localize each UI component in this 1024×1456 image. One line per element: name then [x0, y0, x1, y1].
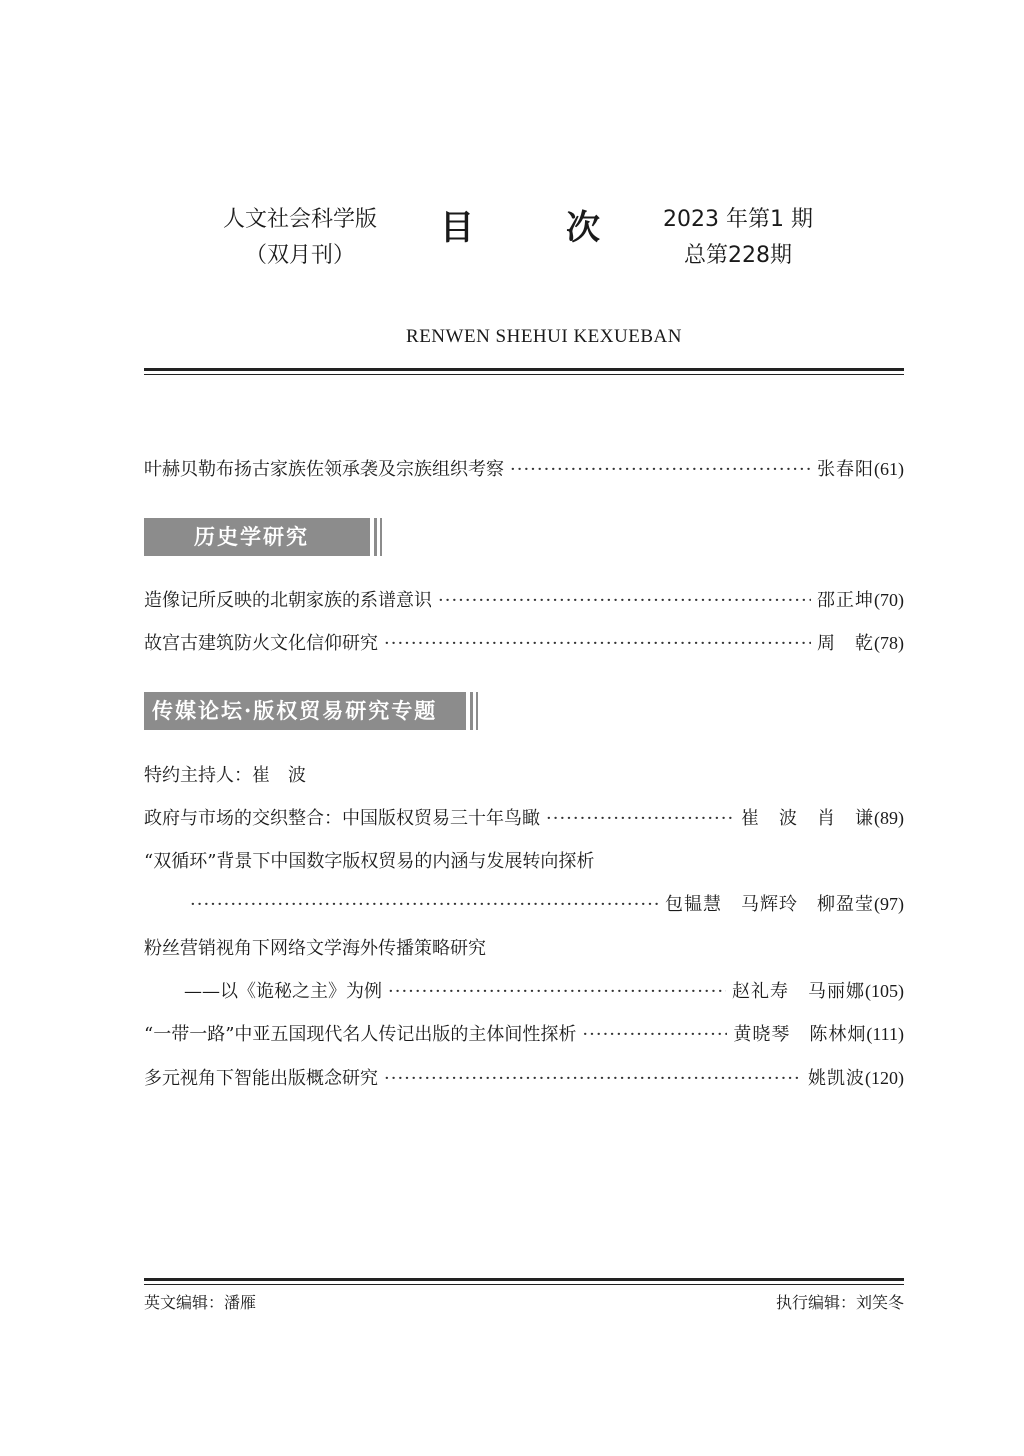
toc-entry-title: 故宫古建筑防火文化信仰研究: [144, 633, 378, 654]
toc-entry-111[interactable]: [144, 1020, 904, 1046]
toc-leader-dots: [438, 590, 811, 611]
toc-entry-title: 叶赫贝勒布扬古家族佐领承袭及宗族组织考察: [144, 459, 504, 480]
toc-entry-97[interactable]: [190, 890, 904, 916]
toc-leader-dots: [546, 808, 735, 829]
issue-year-number: 2023 年第1 期: [663, 207, 813, 232]
toc-entry-page: (89): [874, 808, 904, 828]
toc-entry-105[interactable]: [184, 977, 904, 1003]
toc-entry-author: 张春阳: [817, 459, 874, 480]
section-heading-media: [144, 692, 466, 730]
toc-entry-page: (78): [874, 633, 904, 653]
header-rule-thick: [144, 368, 904, 371]
toc-leader-dots: [190, 894, 659, 915]
special-host: 特约主持人：崔 波: [144, 765, 306, 786]
toc-entry-page: (105): [865, 981, 904, 1001]
page-title-char-1: 目: [440, 208, 474, 248]
toc-entry-author: 赵礼寿 马丽娜: [732, 981, 865, 1002]
section-heading-edge: [476, 692, 478, 730]
section-heading-edge: [374, 518, 377, 556]
toc-entry-78[interactable]: [144, 629, 904, 655]
toc-entry-page: (97): [874, 894, 904, 914]
edition-label: [210, 202, 390, 274]
toc-leader-dots: [388, 981, 726, 1002]
section-heading-text: 历史学研究: [194, 524, 309, 549]
toc-leader-dots: [510, 459, 811, 480]
toc-entry-author: 崔 波 肖 谦: [741, 808, 874, 829]
footer-rule-thick: [144, 1278, 904, 1281]
latin-title: RENWEN SHEHUI KEXUEBAN: [406, 326, 682, 347]
toc-entry-subtitle: ——以《诡秘之主》为例: [184, 981, 382, 1002]
english-editor: 英文编辑：潘雁: [144, 1293, 257, 1312]
footer-rule-thin: [144, 1284, 904, 1285]
toc-entry-author: 姚凯波: [808, 1068, 865, 1089]
toc-entry-author: 包韫慧 马辉玲 柳盈莹: [665, 894, 874, 915]
executive-editor: 执行编辑：刘笑冬: [775, 1293, 904, 1312]
toc-entry-page: (70): [874, 590, 904, 610]
toc-entry-97-title[interactable]: “双循环”背景下中国数字版权贸易的内涵与发展转向探析: [144, 851, 595, 872]
section-heading-history: [144, 518, 370, 556]
toc-entry-page: (120): [865, 1068, 904, 1088]
toc-entry-author: 黄晓琴 陈林炯: [733, 1024, 867, 1045]
toc-entry-89[interactable]: [144, 804, 904, 830]
toc-entry-author: 周 乾: [817, 633, 874, 654]
section-heading-text: 传媒论坛·版权贸易研究专题: [152, 698, 438, 723]
page-title: [440, 200, 600, 249]
toc-entry-author: 邵正坤: [817, 590, 874, 611]
page-title-char-2: 次: [566, 208, 600, 248]
toc-entry-120[interactable]: [144, 1064, 904, 1090]
toc-leader-dots: [384, 1068, 802, 1089]
header-rule-thin: [144, 374, 904, 375]
edition-frequency: （双月刊）: [244, 243, 355, 268]
toc-entry-105-title[interactable]: 粉丝营销视角下网络文学海外传播策略研究: [144, 938, 486, 959]
toc-entry-title: 多元视角下智能出版概念研究: [144, 1068, 378, 1089]
toc-leader-dots: [582, 1024, 727, 1045]
section-heading-edge: [380, 518, 382, 556]
toc-leader-dots: [384, 633, 811, 654]
edition-name: 人文社会科学版: [222, 207, 377, 232]
issue-total-number: 总第228期: [684, 243, 792, 268]
toc-entry-title: “一带一路”中亚五国现代名人传记出版的主体间性探析: [144, 1024, 577, 1045]
toc-entry-page: (111): [866, 1024, 904, 1044]
toc-entry-70[interactable]: [144, 586, 904, 612]
toc-entry-page: (61): [874, 459, 904, 479]
section-heading-edge: [470, 692, 473, 730]
toc-entry-title: 造像记所反映的北朝家族的系谱意识: [144, 590, 432, 611]
issue-label: [648, 202, 828, 274]
toc-entry-61[interactable]: [144, 455, 904, 481]
toc-entry-title: 政府与市场的交织整合：中国版权贸易三十年鸟瞰: [144, 808, 540, 829]
